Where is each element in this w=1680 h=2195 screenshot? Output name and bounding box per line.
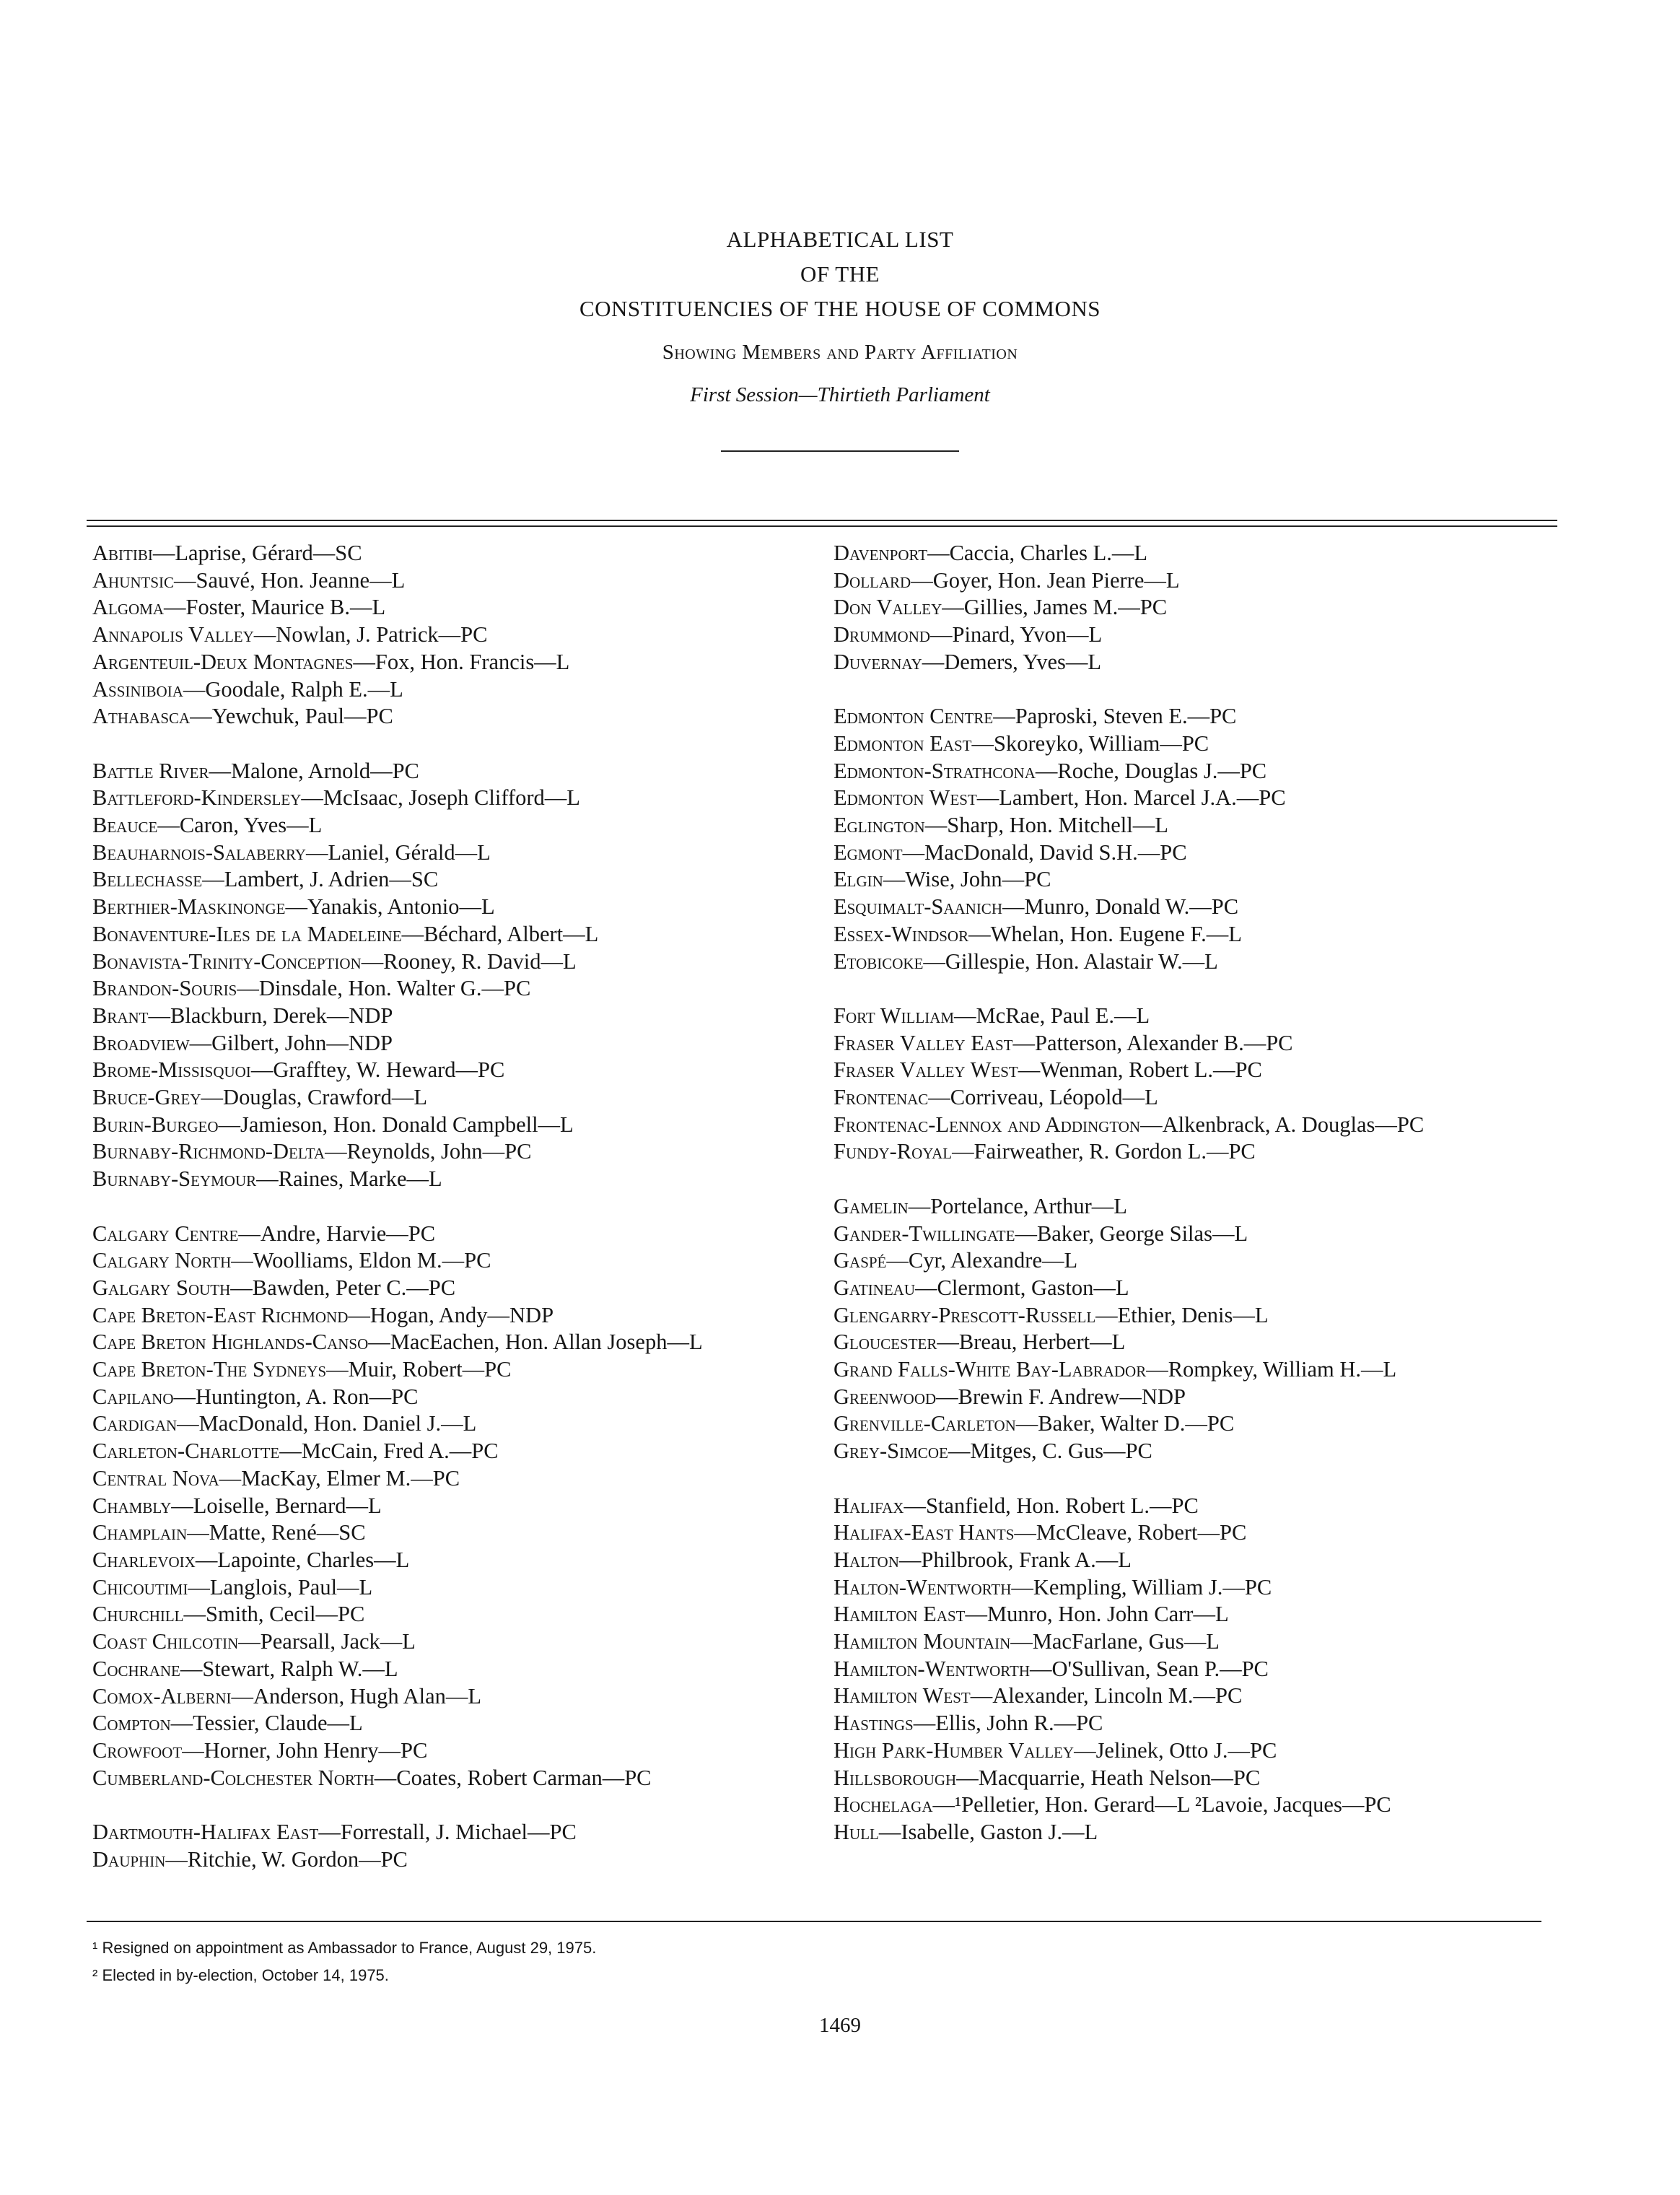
constituency-entry — [834, 1765, 1562, 1792]
constituency-name: Assiniboia — [92, 676, 183, 702]
member-name: —Grafftey, W. Heward—PC — [250, 1057, 505, 1083]
constituency-entry — [92, 1112, 821, 1139]
member-name: —Stanfield, Hon. Robert L.—PC — [904, 1493, 1199, 1518]
member-name: —Ethier, Denis—L — [1095, 1302, 1269, 1327]
constituency-name: Burnaby-Richmond-Delta — [92, 1139, 325, 1164]
constituency-entry — [834, 1030, 1562, 1057]
member-name: —Nowlan, J. Patrick—PC — [253, 622, 488, 647]
constituency-entry — [92, 1465, 821, 1493]
member-name: —Ellis, John R.—PC — [913, 1711, 1103, 1736]
page-header — [0, 222, 1680, 452]
constituency-entry — [92, 540, 821, 567]
constituency-name: Halifax — [834, 1493, 904, 1518]
constituency-entry — [92, 1410, 821, 1438]
constituency-name: Fort William — [834, 1003, 955, 1028]
member-name: —Baker, Walter D.—PC — [1015, 1411, 1235, 1436]
member-name: —Alexander, Lincoln M.—PC — [970, 1683, 1243, 1709]
member-name: —Douglas, Crawford—L — [201, 1085, 427, 1110]
constituency-entry — [92, 1519, 821, 1547]
constituency-name: Calgary North — [92, 1248, 232, 1273]
constituency-name: Annapolis Valley — [92, 622, 254, 647]
constituency-entry — [92, 1084, 821, 1112]
left-column — [92, 540, 821, 1901]
constituency-entry — [834, 1493, 1562, 1520]
constituency-entry — [92, 1384, 821, 1411]
constituency-entry — [92, 1138, 821, 1166]
constituency-entry — [834, 758, 1562, 785]
constituency-entry — [92, 1765, 821, 1792]
constituency-entry — [834, 948, 1562, 976]
constituency-name: Fundy-Royal — [834, 1139, 953, 1164]
member-name: —Coates, Robert Carman—PC — [374, 1765, 652, 1790]
constituency-entry — [834, 921, 1562, 948]
constituency-entry — [92, 1628, 821, 1656]
constituency-entry — [834, 1819, 1562, 1846]
constituency-name: Burnaby-Seymour — [92, 1166, 257, 1192]
member-name: —Demers, Yves—L — [922, 649, 1101, 674]
constituency-entry — [92, 894, 821, 921]
constituency-name: Gander-Twillingate — [834, 1221, 1015, 1246]
constituency-entry — [92, 621, 821, 649]
constituency-entry — [834, 567, 1562, 595]
member-name: —Whelan, Hon. Eugene F.—L — [968, 921, 1242, 946]
member-name: —Yanakis, Antonio—L — [285, 894, 495, 920]
constituency-entry — [92, 1601, 821, 1628]
letter-group — [92, 1819, 821, 1873]
constituency-name: Charlevoix — [92, 1547, 196, 1572]
constituency-entry — [834, 1628, 1562, 1656]
constituency-name: Halton-Wentworth — [834, 1574, 1012, 1600]
constituency-entry — [834, 1519, 1562, 1547]
member-name: —Lambert, J. Adrien—SC — [202, 867, 439, 892]
constituency-entry — [834, 1737, 1562, 1765]
letter-group — [834, 1193, 1562, 1465]
constituency-name: Brandon-Souris — [92, 976, 237, 1001]
constituency-name: Duvernay — [834, 649, 922, 674]
member-name: —Baker, George Silas—L — [1015, 1221, 1248, 1246]
constituency-name: Galgary South — [92, 1275, 231, 1300]
constituency-name: Cumberland-Colchester North — [92, 1765, 375, 1790]
constituency-name: Coast Chilcotin — [92, 1629, 239, 1654]
constituency-name: Hillsborough — [834, 1765, 957, 1790]
member-name: —Forrestall, J. Michael—PC — [318, 1820, 577, 1844]
constituency-entry — [92, 1656, 821, 1683]
constituency-entry — [92, 785, 821, 812]
member-name: —Raines, Marke—L — [256, 1166, 442, 1192]
member-name: —Hogan, Andy—NDP — [348, 1302, 554, 1327]
member-name: —Ritchie, W. Gordon—PC — [165, 1846, 408, 1872]
letter-group — [834, 1493, 1562, 1846]
constituency-entry — [92, 1356, 821, 1384]
member-name: —Foster, Maurice B.—L — [164, 595, 386, 620]
constituency-entry — [92, 1493, 821, 1520]
constituency-entry — [834, 839, 1562, 867]
member-name: —MacDonald, Hon. Daniel J.—L — [177, 1411, 477, 1436]
member-name: —Tessier, Claude—L — [170, 1711, 363, 1736]
constituency-name: Edmonton West — [834, 785, 977, 811]
constituency-name: Egmont — [834, 839, 903, 865]
constituency-entry — [92, 948, 821, 976]
constituency-name: Hamilton-Wentworth — [834, 1656, 1031, 1681]
constituency-name: Hamilton East — [834, 1602, 966, 1627]
constituency-entry — [834, 1138, 1562, 1166]
constituency-name: Compton — [92, 1711, 171, 1736]
constituency-name: Edmonton Centre — [834, 704, 994, 729]
constituency-entry — [92, 1710, 821, 1737]
member-name: —Clermont, Gaston—L — [915, 1275, 1129, 1300]
title-rule — [721, 450, 959, 452]
constituency-name: Comox-Alberni — [92, 1683, 232, 1709]
constituency-entry — [834, 1112, 1562, 1139]
footnote-1: ¹ Resigned on appointment as Ambassador to France, August 29, 1975. — [92, 1939, 597, 1957]
member-name: —Stewart, Ralph W.—L — [180, 1656, 398, 1681]
top-rule — [87, 520, 1557, 521]
member-name: —Wenman, Robert L.—PC — [1018, 1057, 1262, 1083]
constituency-name: Grenville-Carleton — [834, 1411, 1016, 1436]
member-name: —MacFarlane, Gus—L — [1010, 1629, 1220, 1654]
member-name: —Isabelle, Gaston J.—L — [878, 1819, 1098, 1844]
member-name: —Jamieson, Hon. Donald Campbell—L — [218, 1112, 574, 1137]
constituency-entry — [92, 866, 821, 894]
member-name: —Brewin F. Andrew—NDP — [936, 1384, 1186, 1409]
letter-group — [834, 1003, 1562, 1166]
member-name: —Kempling, William J.—PC — [1011, 1574, 1272, 1600]
constituency-name: Edmonton East — [834, 730, 972, 756]
letter-group — [92, 540, 821, 730]
constituency-name: Hochelaga — [834, 1792, 933, 1817]
member-name: —Fox, Hon. Francis—L — [353, 649, 570, 674]
constituency-name: Gatineau — [834, 1275, 916, 1300]
constituency-name: Cape Breton-East Richmond — [92, 1302, 349, 1327]
member-name: —Lapointe, Charles—L — [195, 1547, 410, 1572]
constituency-name: Calgary Centre — [92, 1221, 239, 1246]
constituency-name: Churchill — [92, 1602, 184, 1627]
constituency-entry — [834, 1302, 1562, 1330]
member-name: —Laniel, Gérald—L — [305, 839, 491, 865]
member-name: —Muir, Robert—PC — [326, 1357, 512, 1382]
letter-group — [834, 540, 1562, 676]
constituency-name: Bruce-Grey — [92, 1085, 201, 1110]
member-name: —Blackburn, Derek—NDP — [148, 1003, 393, 1028]
footnote-rule — [87, 1921, 1541, 1922]
constituency-entry — [834, 1329, 1562, 1356]
subtitle: Showing Members and Party Affiliation — [662, 341, 1018, 364]
constituency-name: Grand Falls-White Bay-Labrador — [834, 1357, 1147, 1382]
constituency-entry — [92, 921, 821, 948]
constituency-name: Athabasca — [92, 704, 191, 729]
constituency-name: Fraser Valley East — [834, 1030, 1013, 1055]
constituency-entry — [834, 594, 1562, 621]
constituency-name: Champlain — [92, 1520, 188, 1545]
member-name: —McCain, Fred A.—PC — [279, 1439, 499, 1464]
constituency-entry — [834, 785, 1562, 812]
member-name: —Patterson, Alexander B.—PC — [1012, 1030, 1293, 1055]
member-name: —Anderson, Hugh Alan—L — [231, 1683, 482, 1709]
constituency-entry — [834, 1601, 1562, 1628]
footnote-2: ² Elected in by-election, October 14, 1975. — [92, 1966, 389, 1984]
constituency-name: Bonavista-Trinity-Conception — [92, 948, 362, 974]
constituency-entry — [834, 894, 1562, 921]
constituency-entry — [834, 1275, 1562, 1302]
constituency-entry — [92, 1683, 821, 1711]
constituency-name: Frontenac-Lennox and Addington — [834, 1112, 1141, 1137]
constituency-entry — [92, 975, 821, 1003]
member-name: —Wise, John—PC — [883, 867, 1051, 892]
member-name: —Gillespie, Hon. Alastair W.—L — [923, 948, 1218, 974]
constituency-entry — [92, 1438, 821, 1465]
constituency-entry — [834, 1547, 1562, 1574]
member-name: —Horner, John Henry—PC — [182, 1737, 428, 1763]
member-name: —¹Pelletier, Hon. Gerard—L ²Lavoie, Jacques—PC — [932, 1792, 1391, 1817]
constituency-name: Brant — [92, 1003, 149, 1028]
letter-group — [92, 1221, 821, 1792]
constituency-name: Beauharnois-Salaberry — [92, 839, 306, 865]
constituency-name: Abitibi — [92, 541, 153, 565]
title-line-3: CONSTITUENCIES OF THE HOUSE OF COMMONS — [579, 296, 1101, 321]
member-name: —Jelinek, Otto J.—PC — [1074, 1737, 1277, 1763]
constituency-name: Davenport — [834, 541, 928, 565]
member-name: —Smith, Cecil—PC — [183, 1602, 365, 1627]
member-name: —Goodale, Ralph E.—L — [183, 676, 403, 702]
constituency-entry — [834, 1003, 1562, 1030]
constituency-name: Hastings — [834, 1711, 914, 1736]
member-name: —Yewchuk, Paul—PC — [190, 704, 393, 729]
member-name: —MacEachen, Hon. Allan Joseph—L — [368, 1330, 703, 1355]
footnotes — [92, 1934, 596, 1989]
constituency-entry — [92, 1302, 821, 1330]
constituency-name: Hamilton West — [834, 1683, 971, 1709]
constituency-name: Burin-Burgeo — [92, 1112, 219, 1137]
constituency-entry — [834, 1057, 1562, 1084]
constituency-name: Cape Breton Highlands-Canso — [92, 1330, 369, 1355]
member-name: —Macquarrie, Heath Nelson—PC — [956, 1765, 1261, 1790]
member-name: —Loiselle, Bernard—L — [171, 1493, 382, 1518]
member-name: —Skoreyko, William—PC — [971, 730, 1209, 756]
member-name: —Fairweather, R. Gordon L.—PC — [952, 1139, 1256, 1164]
constituency-name: Berthier-Maskinonge — [92, 894, 286, 920]
member-name: —Philbrook, Frank A.—L — [898, 1547, 1132, 1572]
member-name: —Béchard, Albert—L — [401, 921, 599, 946]
constituency-name: Argenteuil-Deux Montagnes — [92, 649, 354, 674]
constituency-entry — [92, 1275, 821, 1302]
constituency-name: Halifax-East Hants — [834, 1520, 1015, 1545]
constituency-name: Gamelin — [834, 1193, 909, 1218]
constituency-name: Hull — [834, 1819, 879, 1844]
constituency-name: High Park-Humber Valley — [834, 1737, 1075, 1763]
member-name: —McIsaac, Joseph Clifford—L — [301, 785, 580, 811]
title-line-1: ALPHABETICAL LIST — [726, 227, 954, 252]
constituency-name: Gloucester — [834, 1330, 937, 1355]
page-number: 1469 — [819, 2014, 861, 2037]
constituency-entry — [92, 1166, 821, 1193]
member-name: —Bawden, Peter C.—PC — [230, 1275, 456, 1300]
member-name: —Rooney, R. David—L — [361, 948, 577, 974]
member-name: —Pinard, Yvon—L — [930, 622, 1103, 647]
member-name: —Cyr, Alexandre—L — [886, 1248, 1078, 1273]
constituency-name: Algoma — [92, 595, 165, 620]
constituency-entry — [834, 649, 1562, 676]
constituency-name: Essex-Windsor — [834, 921, 969, 946]
member-name: —Langlois, Paul—L — [188, 1574, 373, 1600]
member-name: —McRae, Paul E.—L — [954, 1003, 1150, 1028]
member-name: —Dinsdale, Hon. Walter G.—PC — [237, 976, 531, 1001]
constituency-entry — [92, 1737, 821, 1765]
constituency-name: Bonaventure-Iles de la Madeleine — [92, 921, 402, 946]
constituency-name: Esquimalt-Saanich — [834, 894, 1002, 920]
constituency-entry — [834, 1683, 1562, 1710]
member-name: —Reynolds, John—PC — [325, 1139, 532, 1164]
constituency-entry — [834, 1384, 1562, 1411]
member-name: —Rompkey, William H.—L — [1146, 1357, 1397, 1382]
member-name: —Laprise, Gérard—SC — [152, 541, 362, 565]
constituency-name: Hamilton Mountain — [834, 1629, 1011, 1654]
member-name: —Caron, Yves—L — [157, 813, 323, 838]
constituency-name: Chicoutimi — [92, 1574, 188, 1600]
constituency-name: Battle River — [92, 758, 209, 783]
constituency-entry — [834, 1792, 1562, 1819]
member-name: —Matte, René—SC — [187, 1520, 366, 1545]
constituency-name: Cochrane — [92, 1656, 180, 1681]
constituency-name: Crowfoot — [92, 1737, 183, 1763]
constituency-name: Frontenac — [834, 1085, 929, 1110]
member-name: —Alkenbrack, A. Douglas—PC — [1140, 1112, 1425, 1137]
constituency-name: Ahuntsic — [92, 567, 175, 593]
member-name: —MacKay, Elmer M.—PC — [219, 1465, 460, 1491]
session-line: First Session—Thirtieth Parliament — [690, 383, 990, 406]
constituency-name: Chambly — [92, 1493, 172, 1518]
constituency-entry — [92, 758, 821, 785]
member-name: —Paproski, Steven E.—PC — [993, 704, 1237, 729]
title-line-2: OF THE — [800, 261, 880, 287]
member-name: —McCleave, Robert—PC — [1014, 1520, 1247, 1545]
member-name: —Sharp, Hon. Mitchell—L — [924, 813, 1168, 838]
constituency-entry — [92, 1221, 821, 1248]
constituency-name: Carleton-Charlotte — [92, 1439, 280, 1464]
member-name: —Caccia, Charles L.—L — [927, 541, 1147, 565]
constituency-name: Halton — [834, 1547, 899, 1572]
constituency-name: Elgin — [834, 867, 883, 892]
constituency-name: Don Valley — [834, 595, 942, 620]
constituency-entry — [92, 1247, 821, 1275]
constituency-entry — [92, 703, 821, 730]
right-column — [834, 540, 1562, 1873]
top-rule-inner — [87, 525, 1557, 527]
constituency-name: Dollard — [834, 567, 911, 593]
constituency-name: Eglington — [834, 813, 925, 838]
constituency-name: Edmonton-Strathcona — [834, 758, 1036, 783]
member-name: —Mitges, C. Gus—PC — [948, 1439, 1152, 1464]
member-name: —Breau, Herbert—L — [937, 1330, 1126, 1355]
constituency-entry — [92, 839, 821, 867]
constituency-entry — [834, 812, 1562, 839]
constituency-entry — [834, 1221, 1562, 1248]
constituency-name: Beauce — [92, 813, 158, 838]
constituency-name: Fraser Valley West — [834, 1057, 1018, 1083]
constituency-entry — [92, 1547, 821, 1574]
constituency-name: Grey-Simcoe — [834, 1439, 948, 1464]
member-name: —Gillies, James M.—PC — [942, 595, 1168, 620]
constituency-name: Bellechasse — [92, 867, 203, 892]
member-name: —Huntington, A. Ron—PC — [173, 1384, 419, 1409]
constituency-name: Drummond — [834, 622, 931, 647]
constituency-entry — [834, 1438, 1562, 1465]
constituency-entry — [92, 812, 821, 839]
constituency-entry — [834, 1656, 1562, 1683]
member-name: —Pearsall, Jack—L — [238, 1629, 416, 1654]
constituency-name: Greenwood — [834, 1384, 937, 1409]
member-name: —Malone, Arnold—PC — [209, 758, 419, 783]
constituency-entry — [834, 1410, 1562, 1438]
member-name: —Goyer, Hon. Jean Pierre—L — [911, 567, 1180, 593]
constituency-entry — [834, 866, 1562, 894]
member-name: —Portelance, Arthur—L — [908, 1193, 1127, 1218]
member-name: —Munro, Donald W.—PC — [1002, 894, 1239, 920]
member-name: —Lambert, Hon. Marcel J.A.—PC — [976, 785, 1286, 811]
member-name: —MacDonald, David S.H.—PC — [902, 839, 1187, 865]
constituency-entry — [834, 621, 1562, 649]
constituency-entry — [92, 1003, 821, 1030]
member-name: —Munro, Hon. John Carr—L — [965, 1602, 1229, 1627]
constituency-name: Brome-Missisquoi — [92, 1057, 251, 1083]
constituency-name: Cardigan — [92, 1411, 178, 1436]
member-name: —Roche, Douglas J.—PC — [1035, 758, 1267, 783]
letter-group — [92, 758, 821, 1193]
constituency-name: Cape Breton-The Sydneys — [92, 1357, 327, 1382]
constituency-entry — [834, 1084, 1562, 1112]
constituency-name: Central Nova — [92, 1465, 219, 1491]
constituency-name: Dauphin — [92, 1846, 166, 1872]
constituency-name: Etobicoke — [834, 948, 924, 974]
constituency-name: Capilano — [92, 1384, 174, 1409]
constituency-entry — [834, 1574, 1562, 1602]
constituency-entry — [92, 649, 821, 676]
constituency-entry — [834, 703, 1562, 730]
constituency-name: Dartmouth-Halifax East — [92, 1820, 319, 1844]
constituency-entry — [834, 540, 1562, 567]
constituency-entry — [92, 594, 821, 621]
member-name: —Gilbert, John—NDP — [189, 1030, 393, 1055]
constituency-entry — [92, 1819, 821, 1846]
constituency-name: Broadview — [92, 1030, 190, 1055]
constituency-name: Glengarry-Prescott-Russell — [834, 1302, 1096, 1327]
constituency-entry — [92, 567, 821, 595]
member-name: —O'Sullivan, Sean P.—PC — [1030, 1656, 1269, 1681]
member-name: —Corriveau, Léopold—L — [928, 1085, 1158, 1110]
constituency-entry — [92, 1329, 821, 1356]
constituency-entry — [92, 1574, 821, 1602]
constituency-entry — [92, 1030, 821, 1057]
member-name: —Sauvé, Hon. Jeanne—L — [174, 567, 406, 593]
constituency-entry — [834, 730, 1562, 758]
constituency-entry — [834, 1247, 1562, 1275]
constituency-name: Battleford-Kindersley — [92, 785, 302, 811]
constituency-entry — [92, 676, 821, 704]
constituency-entry — [834, 1356, 1562, 1384]
member-name: —Woolliams, Eldon M.—PC — [231, 1248, 491, 1273]
constituency-name: Gaspé — [834, 1248, 887, 1273]
member-name: —Andre, Harvie—PC — [238, 1221, 436, 1246]
letter-group — [834, 703, 1562, 975]
constituency-entry — [92, 1846, 821, 1874]
constituency-entry — [92, 1057, 821, 1084]
constituency-entry — [834, 1193, 1562, 1221]
constituency-entry — [834, 1710, 1562, 1737]
